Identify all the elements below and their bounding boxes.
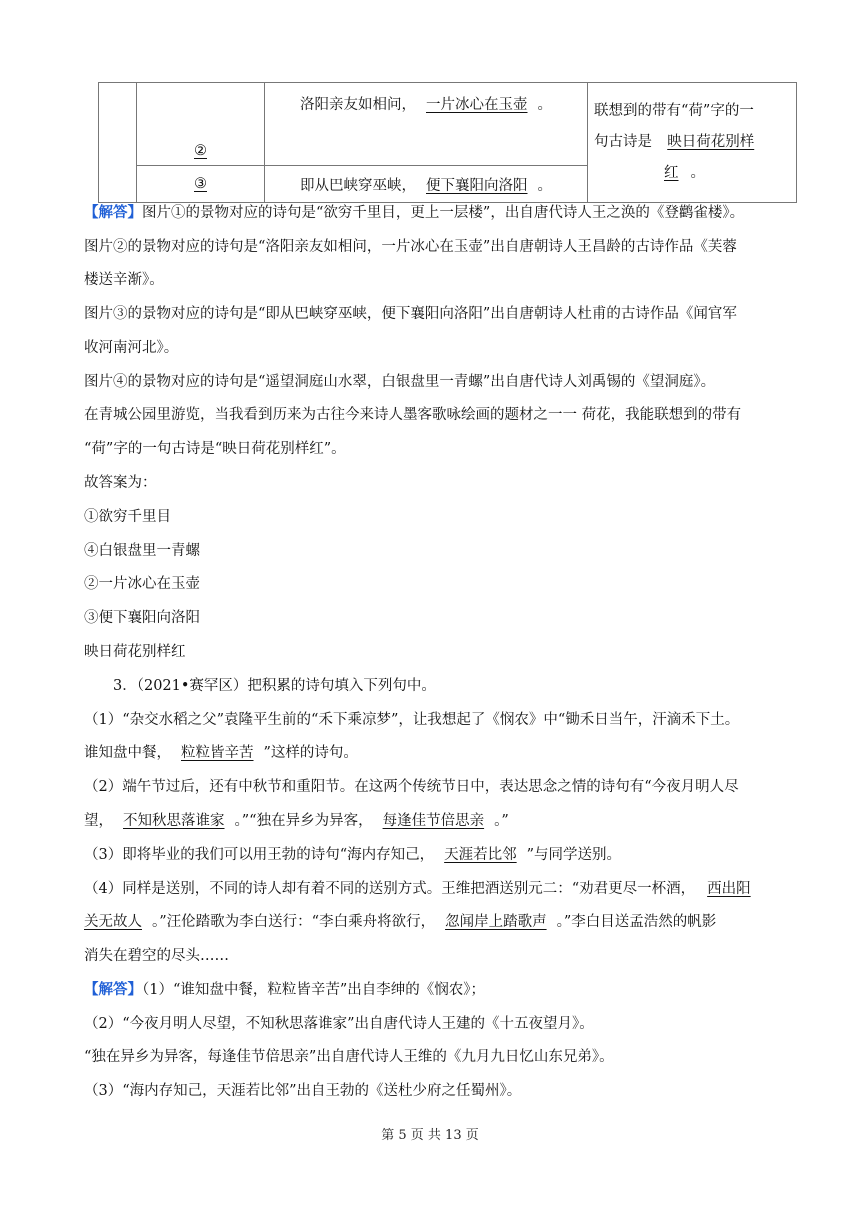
lotus-text: 。: [690, 165, 705, 181]
question-text: 。”“独在异乡为异客，: [234, 813, 373, 829]
question-answer: 每逢佳节倍思亲: [382, 813, 485, 829]
question-line: [84, 878, 784, 900]
answer-line: ②一片冰心在玉壶: [84, 576, 200, 592]
question-text: ”与同学送别。: [526, 847, 622, 863]
table-cell-label: [137, 166, 265, 203]
poem-answer: 便下襄阳向洛阳: [426, 177, 528, 194]
question-line: （1）“杂交水稻之父”袁隆平生前的“禾下乘凉梦”，让我想起了《悯农》中“锄禾日当午，汗滴禾下土。: [84, 712, 740, 728]
question-line: （2）端午节过后，还有中秋节和重阳节。在这两个传统节日中，表达思念之情的诗句有“今夜月明人尽: [84, 779, 739, 795]
question-title: 3．（2021•赛罕区）把积累的诗句填入下列句中。: [113, 678, 436, 694]
question-line: [84, 810, 784, 832]
question-text: ”这样的诗句。: [263, 745, 358, 761]
question-line: [84, 742, 784, 764]
answer-tag: 【解答】: [84, 204, 142, 221]
question-text: （3）即将毕业的我们可以用王勃的诗句“海内存知己，: [84, 847, 435, 863]
answer-line: 图片②的景物对应的诗句是“洛阳亲友如相问，一片冰心在玉壶”出自唐朝诗人王昌龄的古诗作品《芙蓉: [84, 239, 737, 255]
answer-tag: 【解答】: [84, 981, 142, 998]
answer-line: （2）“今夜月明人尽望，不知秋思落谁家”出自唐代诗人王建的《十五夜望月》。: [84, 1016, 594, 1032]
answer-line: 图片③的景物对应的诗句是“即从巴峡穿巫峡，便下襄阳向洛阳”出自唐朝诗人杜甫的古诗作品《闻官军: [84, 306, 737, 322]
poem-answer: 一片冰心在玉壶: [426, 97, 528, 113]
answer-line: “荷”字的一句古诗是“映日荷花别样红”。: [84, 441, 346, 457]
answer-line: 故答案为：: [84, 475, 157, 491]
poem-text: 洛阳亲友如相问，: [300, 97, 416, 113]
answer-line: [84, 979, 784, 1001]
question-answer: 西出阳: [707, 881, 751, 897]
question-text: 望，: [84, 813, 113, 829]
answer-line: 楼送辛渐》。: [84, 272, 164, 288]
answer-line: 在青城公园里游览，当我看到历来为古往今来诗人墨客歌咏绘画的题材之一一 荷花，我能联想到的带有: [84, 407, 742, 423]
question-line: [84, 911, 784, 933]
poem-text: 。: [537, 177, 552, 194]
answer-line: 映日荷花别样红: [84, 644, 186, 660]
blank-label: ②: [194, 143, 207, 159]
answer-line: 图片④的景物对应的诗句是“遥望洞庭山水翠，白银盘里一青螺”出自唐代诗人刘禹锡的《望洞庭》。: [84, 374, 716, 390]
answer-line: ④白银盘里一青螺: [84, 543, 200, 559]
question-answer: 忽闻岸上踏歌声: [445, 914, 547, 930]
answer-line: 收河南河北》。: [84, 340, 179, 356]
answer-line: （3）“海内存知己，天涯若比邻”出自王勃的《送杜少府之任蜀州》。: [84, 1083, 522, 1099]
table-cell-poem: [265, 166, 588, 203]
page-footer: 第 5 页 共 13 页: [381, 1128, 479, 1143]
answer-text: 图片①的景物对应的诗句是“欲穷千里目，更上一层楼”，出自唐代诗人王之涣的《登鹳雀楼》。: [142, 205, 745, 221]
answer-line: “独在异乡为异客，每逢佳节倍思亲”出自唐代诗人王维的《九月九日忆山东兄弟》。: [84, 1049, 614, 1065]
question-line: 消失在碧空的尽头……: [84, 948, 229, 964]
poem-text: 。: [537, 97, 552, 113]
answer-line: ①欲穷千里目: [84, 509, 171, 525]
question-text: 。”: [494, 813, 509, 829]
table-cell-lotus: [588, 83, 797, 203]
question-answer: 关无故人: [84, 914, 142, 930]
question-line: [84, 844, 784, 866]
question-text: （4）同样是送别，不同的诗人却有着不同的送别方式。王维把酒送别元二：“劝君更尽一杯酒，: [84, 881, 696, 897]
blank-label: ③: [194, 176, 207, 192]
table-cell-poem: [265, 83, 588, 166]
answer-text: （1）“谁知盘中餐，粒粒皆辛苦”出自李绅的《悯农》；: [142, 982, 486, 998]
question-text: 。”汪伦踏歌为李白送行：“李白乘舟将欲行，: [152, 914, 436, 930]
question-answer: 天涯若比邻: [444, 847, 517, 863]
question-answer: 粒粒皆辛苦: [181, 745, 254, 761]
table-cell-empty: [99, 83, 137, 203]
table-cell-label: [137, 83, 265, 166]
lotus-text: 联想到的带有“荷”字的一: [594, 103, 754, 119]
lotus-answer: 映日荷花别样: [667, 134, 755, 150]
question-text: 。”李白目送孟浩然的帆影: [556, 914, 717, 930]
answer-line: [84, 202, 784, 224]
poem-table: [98, 82, 797, 203]
answer-line: ③便下襄阳向洛阳: [84, 610, 200, 626]
poem-text: 即从巴峡穿巫峡，: [300, 177, 416, 194]
lotus-answer: 红: [664, 165, 679, 181]
question-text: 谁知盘中餐，: [84, 745, 171, 761]
question-answer: 不知秋思落谁家: [123, 813, 225, 829]
lotus-text: 句古诗是: [594, 134, 652, 150]
